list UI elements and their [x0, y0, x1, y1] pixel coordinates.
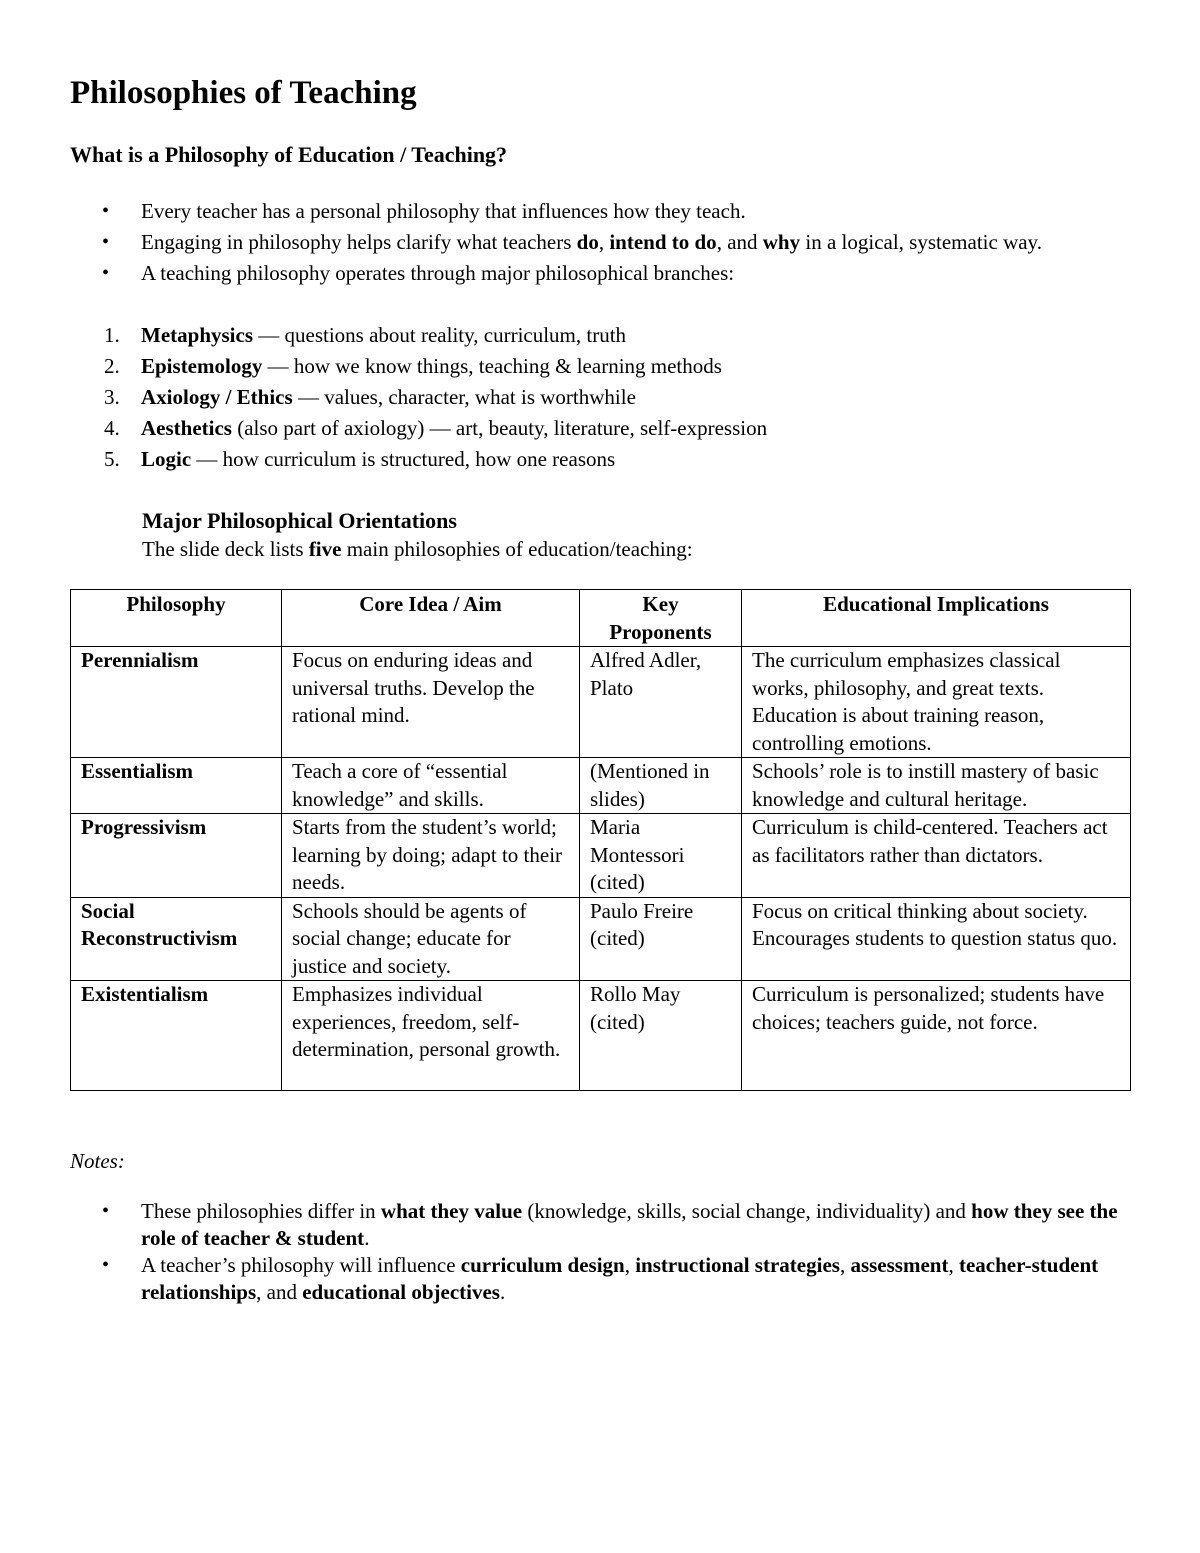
bold-text: what they value [380, 1199, 523, 1223]
cell-core-idea: Schools should be agents of social change; educate for justice and society. [282, 897, 580, 981]
orientations-intro [142, 534, 693, 565]
cell-educational-implications: Schools’ role is to instill mastery of basic knowledge and cultural heritage. [742, 758, 1131, 814]
cell-educational-implications: Curriculum is personalized; students have choices; teachers guide, not force. [742, 981, 1131, 1091]
text-run: . [364, 1226, 370, 1250]
branch-number: 3. [104, 385, 120, 409]
text-run: (knowledge, skills, social change, individuality) and [522, 1199, 972, 1223]
bold-text: how they see the role of teacher & student [141, 1199, 1118, 1250]
notes-bullet [70, 1252, 1130, 1306]
cell-key-proponents: Rollo May (cited) [580, 981, 742, 1091]
cell-educational-implications: The curriculum emphasizes classical works, philosophy, and great texts. Education is about training reason, controlling emotions. [742, 647, 1131, 758]
branch-number: 5. [104, 447, 120, 471]
text-run: These philosophies differ in [141, 1199, 381, 1223]
text-run: The slide deck lists [142, 537, 309, 561]
text-run: , [598, 230, 610, 254]
intro-bullet [70, 196, 1130, 227]
text-run: Every teacher has a personal philosophy that influences how they teach. [141, 199, 746, 223]
bold-text: curriculum design [460, 1253, 625, 1277]
notes-bullet-list [70, 1198, 1130, 1306]
cell-key-proponents: Paulo Freire (cited) [580, 897, 742, 981]
cell-key-proponents: Maria Montessori (cited) [580, 814, 742, 898]
text-run: , and [716, 230, 763, 254]
cell-key-proponents: Alfred Adler, Plato [580, 647, 742, 758]
notes-label: Notes: [70, 1149, 125, 1173]
branch-item [70, 444, 1130, 475]
cell-philosophy: Existentialism [71, 981, 282, 1091]
cell-key-proponents: (Mentioned in slides) [580, 758, 742, 814]
header-core-idea: Core Idea / Aim [282, 590, 580, 647]
section-subtitle: What is a Philosophy of Education / Teaching? [70, 142, 508, 167]
table-row [71, 981, 1131, 1091]
header-educational-implications: Educational Implications [742, 590, 1131, 647]
bold-text: Epistemology [141, 354, 263, 378]
cell-philosophy: Essentialism [71, 758, 282, 814]
text-run: Engaging in philosophy helps clarify what teachers [141, 230, 577, 254]
cell-core-idea: Teach a core of “essential knowledge” and skills. [282, 758, 580, 814]
notes-bullet [70, 1198, 1130, 1252]
text-run: — values, character, what is worthwhile [292, 385, 636, 409]
table-row [71, 814, 1131, 898]
text-run: A teacher’s philosophy will influence [141, 1253, 461, 1277]
philosophies-table [70, 589, 1131, 1091]
cell-philosophy: Perennialism [71, 647, 282, 758]
intro-bullet [70, 258, 1130, 289]
header-philosophy: Philosophy [71, 590, 282, 647]
orientations-heading: Major Philosophical Orientations [142, 508, 457, 533]
text-run: main philosophies of education/teaching: [341, 537, 693, 561]
branch-number: 4. [104, 416, 120, 440]
text-run: , [624, 1253, 636, 1277]
cell-philosophy: Progressivism [71, 814, 282, 898]
bold-text: Logic [141, 447, 192, 471]
cell-educational-implications: Curriculum is child-centered. Teachers act as facilitators rather than dictators. [742, 814, 1131, 898]
text-run: — questions about reality, curriculum, truth [253, 323, 627, 347]
branch-item [70, 320, 1130, 351]
text-run: . [499, 1280, 506, 1304]
cell-core-idea: Starts from the student’s world; learning by doing; adapt to their needs. [282, 814, 580, 898]
text-run: , [839, 1253, 851, 1277]
bold-text: Metaphysics [141, 323, 253, 347]
text-run: A teaching philosophy operates through major philosophical branches: [141, 261, 735, 285]
bold-text: instructional strategies [635, 1253, 840, 1277]
cell-educational-implications: Focus on critical thinking about society. Encourages students to question status quo. [742, 897, 1131, 981]
text-run: , and [256, 1280, 303, 1304]
table-row [71, 897, 1131, 981]
text-run: in a logical, systematic way. [800, 230, 1042, 254]
table-header-row [71, 590, 1131, 647]
branch-number: 2. [104, 354, 120, 378]
bold-text: teacher-student relationships [141, 1253, 1099, 1304]
table-row [71, 647, 1131, 758]
branches-list [70, 320, 1130, 475]
intro-bullet [70, 227, 1130, 258]
branch-item [70, 413, 1130, 444]
bold-text: Axiology / Ethics [141, 385, 293, 409]
bold-text: five [308, 537, 342, 561]
text-run: — how we know things, teaching & learning methods [262, 354, 722, 378]
bold-text: assessment [850, 1253, 949, 1277]
cell-philosophy: Social Reconstructivism [71, 897, 282, 981]
branch-number: 1. [104, 323, 120, 347]
branch-item [70, 351, 1130, 382]
header-key-proponents: Key Proponents [580, 590, 742, 647]
table-body [71, 647, 1131, 1091]
table-row [71, 758, 1131, 814]
cell-core-idea: Focus on enduring ideas and universal truths. Develop the rational mind. [282, 647, 580, 758]
text-run: , [948, 1253, 959, 1277]
text-run: — how curriculum is structured, how one reasons [191, 447, 616, 471]
bold-text: educational objectives [302, 1280, 500, 1304]
branch-item [70, 382, 1130, 413]
bold-text: why [762, 230, 801, 254]
intro-bullet-list [70, 196, 1130, 289]
bold-text: Aesthetics [141, 416, 232, 440]
bold-text: intend to do [609, 230, 717, 254]
text-run: (also part of axiology) — art, beauty, literature, self-expression [231, 416, 768, 440]
page-title: Philosophies of Teaching [70, 75, 417, 111]
bold-text: do [576, 230, 599, 254]
cell-core-idea: Emphasizes individual experiences, freedom, self-determination, personal growth. [282, 981, 580, 1091]
